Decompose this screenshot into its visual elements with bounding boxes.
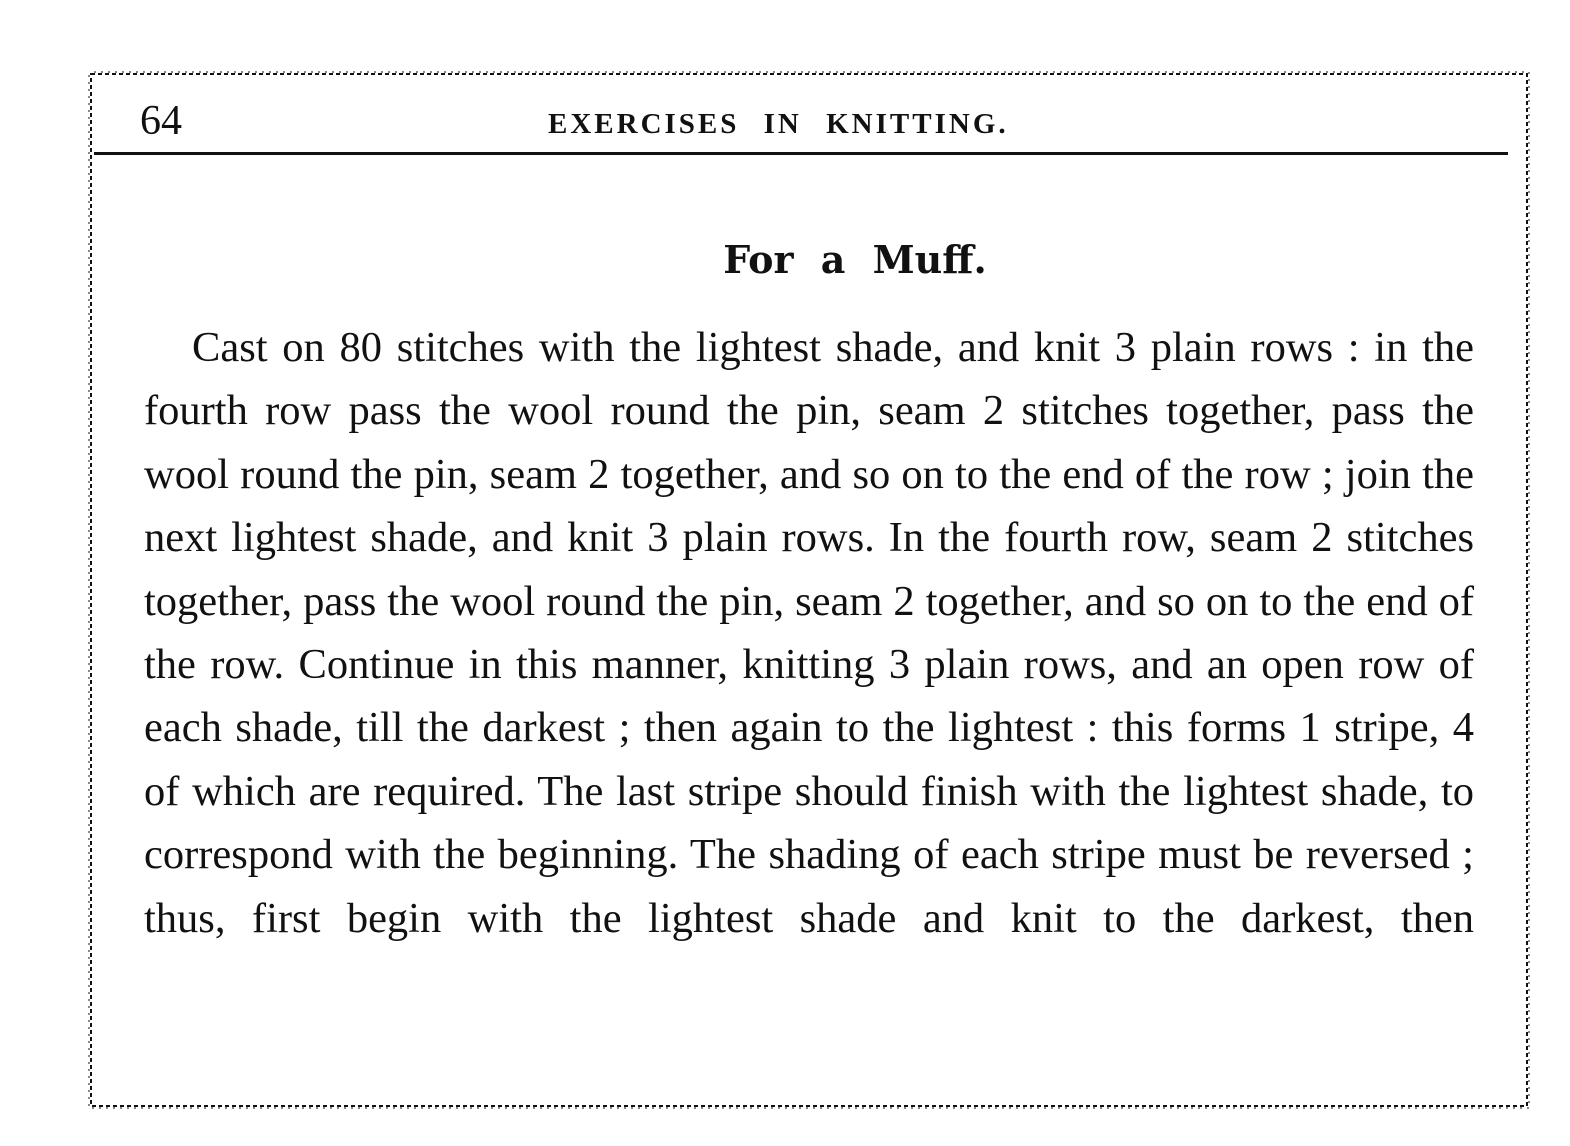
section-title: For a Muff. [723, 237, 987, 282]
page-frame [88, 68, 1530, 1112]
running-head: EXERCISES IN KNITTING. [548, 108, 1009, 140]
page-number: 64 [140, 98, 182, 144]
page-header [140, 96, 1458, 152]
body-paragraph: Cast on 80 stitches with the lightest shade, and knit 3 plain rows : in the fourth row pass the wool round the pin, seam 2 stitches together, pass the wool round the pin, seam 2 together, and so on to the end of the row ; join the next lightest shade, and knit 3 plain rows. In the fourth row, seam 2 stitches together, pass the wool round the pin, seam 2 together, and so on to the end of the row. Continue in this manner, knitting 3 plain rows, and an open row of each shade, till the darkest ; then again to the lightest : this forms 1 stripe, 4 of which are required. The last stripe should finish with the lightest shade, to correspond with the beginning. The shading of each stripe must be reversed ; thus, first begin with the lightest shade and knit to the darkest, then [144, 324, 1474, 942]
header-rule [94, 152, 1508, 155]
